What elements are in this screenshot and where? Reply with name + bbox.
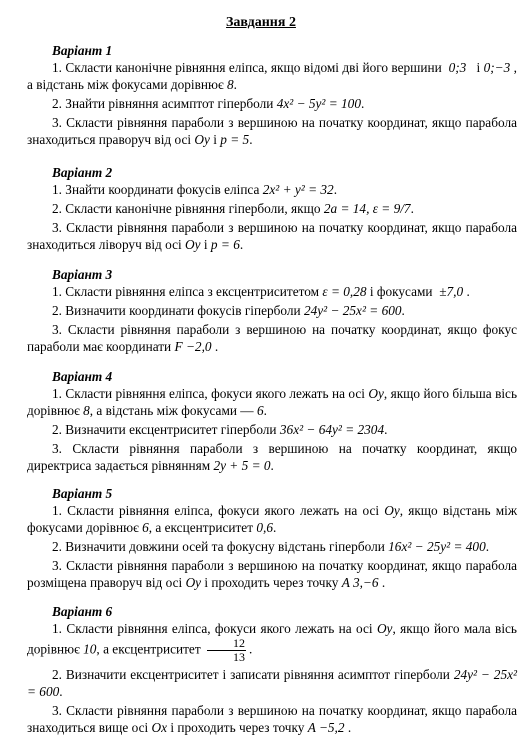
formula: 4x² − 5y² = 100 [276,96,361,111]
variant-title: Варіант 6 [52,604,113,619]
punctuation: . [384,422,388,437]
formula: 8 [227,77,234,92]
task-3 [27,321,517,355]
formula: 2y + 5 = 0 [213,458,271,473]
formula: 24y² − 25x² = 600 [303,303,402,318]
variant-title: Варіант 3 [52,267,113,282]
variant-1 [27,42,517,150]
formula: p = 5 [220,132,250,147]
formula: Oy [384,503,400,518]
punctuation: . [239,237,244,252]
formula: 0,6 [256,520,273,535]
punctuation: . [485,539,490,554]
task-text: 2. Визначити координати фокусів гіперболи [52,303,301,318]
variant-title: Варіант 2 [52,165,113,180]
task-2 [27,95,517,112]
punctuation: . [214,339,219,354]
formula: Oy [368,386,384,401]
task-text: , а відстань між фокусами дорівнює [27,60,517,92]
task-text: і [203,237,208,252]
fraction-denominator: 13 [232,650,245,664]
task-text: 3. Скласти рівняння параболи з вершиною на початку координат, якщо директриса задається рівнянням [27,441,517,473]
task-text: 1. Скласти канонічне рівняння еліпса, якщо відомі дві його вершини [52,60,442,75]
punctuation: . [333,182,338,197]
task-3 [27,702,517,736]
task-text: 3. Скласти рівняння параболи з вершиною на початку координат, якщо парабола знаходиться вище осі [27,703,517,735]
variant-2 [27,164,517,255]
punctuation: . [347,720,352,735]
task-text: і проходить через точку [204,575,339,590]
punctuation: . [248,641,253,657]
punctuation: . [249,132,253,147]
variant-title: Варіант 5 [52,486,113,501]
task-text: 2. Визначити ексцентриситет і записати рівняння асимптот гіперболи [52,667,450,682]
formula: ±7,0 [439,284,464,299]
formula: Oy [376,621,393,636]
formula: 6 [142,520,149,535]
task-3 [27,440,517,474]
task-1 [27,283,517,300]
task-text: і фокусами [369,284,433,299]
formula: Oy [185,237,201,252]
formula: 36x² − 64y² = 2304 [279,422,385,437]
task-text: , а ексцентриситет [96,641,201,657]
formula: 6 [256,403,264,418]
variant-title: Варіант 4 [52,369,113,384]
task-3 [27,557,517,591]
formula: 16x² − 25y² = 400 [388,539,486,554]
punctuation: . [270,458,274,473]
variant-6 [27,603,517,738]
task-2 [27,302,517,319]
formula: 24y² − 25x² = 600 [27,667,517,699]
task-2 [27,666,517,700]
task-text: 3. Скласти рівняння параболи з вершиною на початку координат, якщо парабола знаходиться праворуч від осі [27,115,517,147]
fraction [207,637,246,664]
task-1 [27,59,517,93]
punctuation: . [360,96,365,111]
page-title: Завдання 2 [226,15,296,30]
task-text: і проходить через точку [170,720,305,735]
task-text: 2. Скласти канонічне рівняння гіперболи, якщо [52,201,321,216]
formula: 2x² + y² = 32 [262,182,334,197]
punctuation: . [410,201,414,216]
formula: A −5,2 [307,720,345,735]
punctuation: . [381,575,386,590]
formula: Oy [194,132,210,147]
variant-title: Варіант 1 [52,43,113,58]
task-text: 3. Скласти рівняння параболи з вершиною на початку координат, якщо парабола знаходиться ліворуч від осі [27,220,517,252]
task-2 [27,200,517,217]
task-text: 1. Скласти рівняння еліпса, фокуси якого лежать на осі [52,503,380,518]
task-text: , а відстань між фокусами — [89,403,254,418]
formula: 0;−3 [483,60,511,75]
formula: F −2,0 [174,339,212,354]
punctuation: . [59,684,63,699]
formula: 10 [83,641,97,657]
punctuation: . [233,77,237,92]
task-3 [27,219,517,253]
formula: 8 [83,403,90,418]
task-1 [27,502,517,536]
task-text: 2. Визначити довжини осей та фокусну відстань гіперболи [52,539,385,554]
task-2 [27,538,517,555]
task-text: і [476,60,481,75]
task-1 [27,181,517,198]
task-text: і [213,132,217,147]
variant-3 [27,266,517,357]
formula: Ox [151,720,168,735]
variant-4 [27,368,517,476]
formula: 0;3 [448,60,467,75]
punctuation: . [401,303,405,318]
task-text: , якщо відстань між фокусами дорівнює [27,503,518,535]
task-text: 2. Знайти рівняння асимптот гіперболи [52,96,274,111]
task-text: , якщо його більша вісь дорівнює [27,386,518,418]
task-2 [27,421,517,438]
task-text: 3. Скласти рівняння параболи з вершиною на початку координат, якщо фокус параболи має координати [27,322,517,354]
task-text: 1. Скласти рівняння еліпса, фокуси якого лежать на осі [52,386,365,401]
variant-5 [27,485,517,593]
formula: 2a = 14, ε = 9/7 [323,201,411,216]
task-3 [27,114,517,148]
punctuation: . [466,284,470,299]
fraction-numerator: 12 [207,637,246,651]
task-text: , якщо його мала вісь дорівнює [27,621,517,657]
formula: Oy [185,575,202,590]
punctuation: . [263,403,267,418]
task-text: 1. Скласти рівняння еліпса, фокуси якого лежать на осі [52,621,373,636]
formula: A 3,−6 [341,575,379,590]
task-text: 2. Визначити ексцентриситет гіперболи [52,422,277,437]
task-1 [27,385,517,419]
punctuation: . [272,520,277,535]
task-text: 1. Знайти координати фокусів еліпса [52,182,260,197]
formula: p = 6 [210,237,240,252]
task-1 [27,620,517,664]
formula: ε = 0,28 [322,284,367,299]
task-text: , а ексцентриситет [148,520,254,535]
task-text: 1. Скласти рівняння еліпса з ексцентриситетом [52,284,320,299]
task-text: 3. Скласти рівняння параболи з вершиною на початку координат, якщо парабола розміщена праворуч від осі [27,558,517,590]
